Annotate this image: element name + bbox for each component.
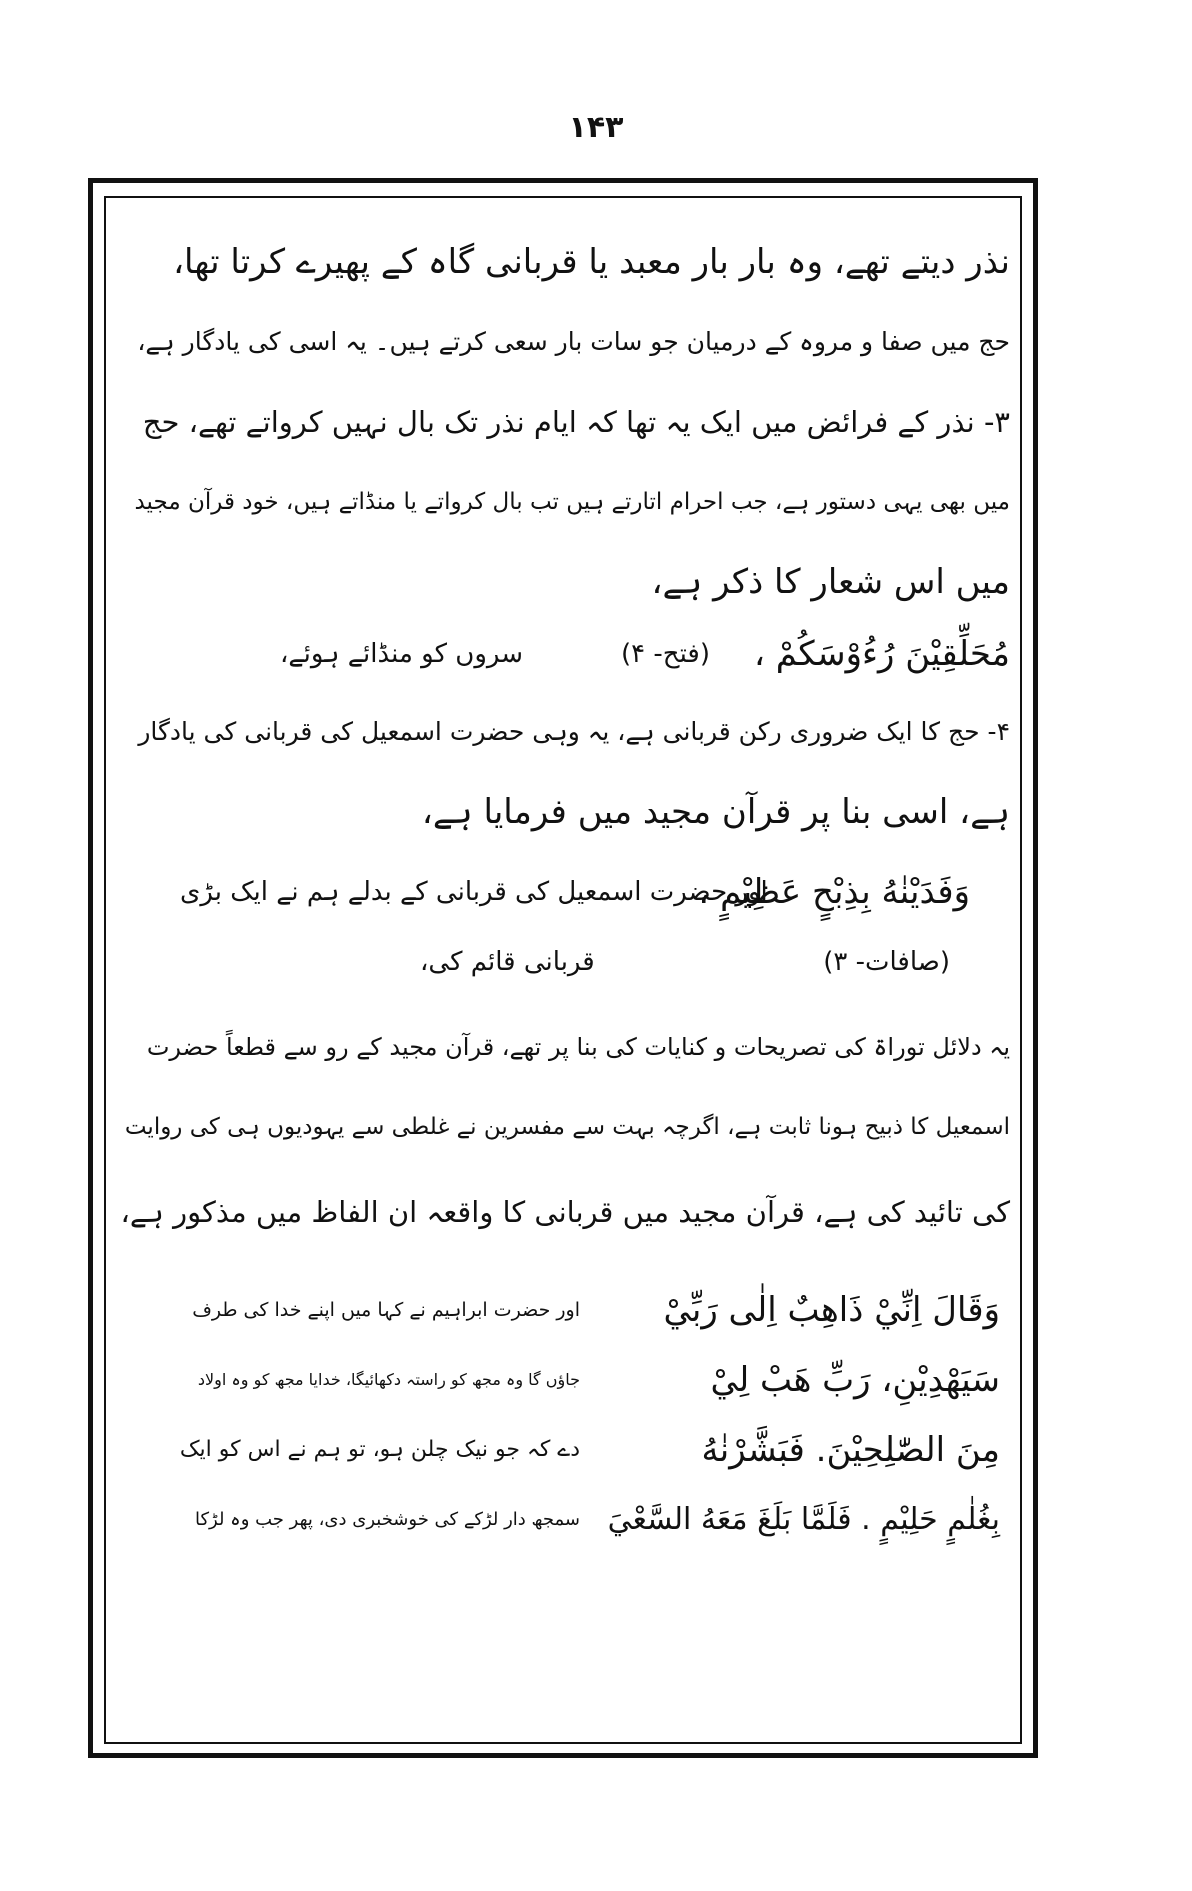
verse-pair-1 [120,1280,1010,1340]
text-line-3: ۳- نذر کے فرائض میں ایک یہ تھا کہ ایام نذر تک بال نہیں کرواتے تھے، حج [142,405,1010,439]
verse-pair-2-arabic: سَيَهْدِيْنِ، رَبِّ هَبْ لِيْ [710,1360,1000,1400]
verse-pair-3 [120,1420,1010,1480]
verse-pair-2-translation: جاؤں گا وہ مجھ کو راستہ دکھائیگا، خدایا مجھ کو وہ اولاد [197,1370,580,1389]
text-line-2: حج میں صفا و مروہ کے درمیان جو سات بار سعی کرتے ہیں۔ یہ اسی کی یادگار ہے، [137,327,1010,356]
text-line-9: اسمعیل کا ذبیح ہونا ثابت ہے، اگرچہ بہت سے مفسرین نے غلطی سے یہودیوں ہی کی روایت [124,1114,1010,1140]
verse-fath-arabic: مُحَلِّقِيْنَ رُءُوْسَكُمْ ، [753,634,1010,674]
verse-fath-translation: سروں کو منڈائے ہوئے، [280,639,524,669]
text-line-7: ہے، اسی بنا پر قرآن مجید میں فرمایا ہے، [421,792,1010,832]
verse-saffat-arabic: وَفَدَيْنٰهُ بِذِبْحٍ عَظِيْمٍ ، [698,872,970,912]
verse-saffat [120,870,1010,914]
verse-fath [120,632,1010,676]
verse-pair-3-translation: دے کہ جو نیک چلن ہو، تو ہم نے اس کو ایک [179,1437,580,1462]
verse-pair-3-arabic: مِنَ الصّٰلِحِيْنَ. فَبَشَّرْنٰهُ [701,1430,1000,1470]
text-line-8: یہ دلائل توراۃ کی تصریحات و کنایات کی بنا پر تھے، قرآن مجید کے رو سے قطعاً حضرت [146,1033,1010,1061]
text-line-4: میں بھی یہی دستور ہے، جب احرام اتارتے ہیں تب بال کرواتے یا منڈاتے ہیں، خود قرآن مجید [134,489,1010,515]
text-line-1: نذر دیتے تھے، وہ بار بار معبد یا قربانی گاہ کے پھیرے کرتا تھا، [173,242,1010,282]
text-line-5: میں اس شعار کا ذکر ہے، [651,562,1010,602]
verse-pair-1-arabic: وَقَالَ اِنِّيْ ذَاهِبٌ اِلٰى رَبِّيْ [663,1290,1000,1330]
verse-saffat-translation-cont: قربانی قائم کی، [420,947,595,977]
verse-fath-reference: (فتح- ۴) [621,639,710,669]
verse-pair-4-translation: سمجھ دار لڑکے کی خوشخبری دی، پھر جب وہ لڑکا [194,1509,580,1530]
page-number: ۱۴۳ [568,110,624,145]
verse-pair-2 [120,1350,1010,1410]
verse-pair-1-translation: اور حضرت ابراہیم نے کہا میں اپنے خدا کی طرف [192,1299,580,1321]
text-line-6: ۴- حج کا ایک ضروری رکن قربانی ہے، یہ وہی حضرت اسمعیل کی قربانی کی یادگار [138,717,1010,746]
verse-pair-4-arabic: بِغُلٰمٍ حَلِيْمٍ . فَلَمَّا بَلَغَ مَعَهُ السَّعْيَ [607,1502,1000,1537]
verse-pair-4 [120,1490,1010,1550]
verse-saffat-translation: اور حضرت اسمعیل کی قربانی کے بدلے ہم نے ایک بڑی [180,877,768,907]
text-line-10: کی تائید کی ہے، قرآن مجید میں قربانی کا واقعہ ان الفاظ میں مذکور ہے، [120,1195,1010,1229]
verse-saffat-cont [120,940,1010,984]
verse-saffat-reference: (صافات- ۳) [823,947,950,977]
